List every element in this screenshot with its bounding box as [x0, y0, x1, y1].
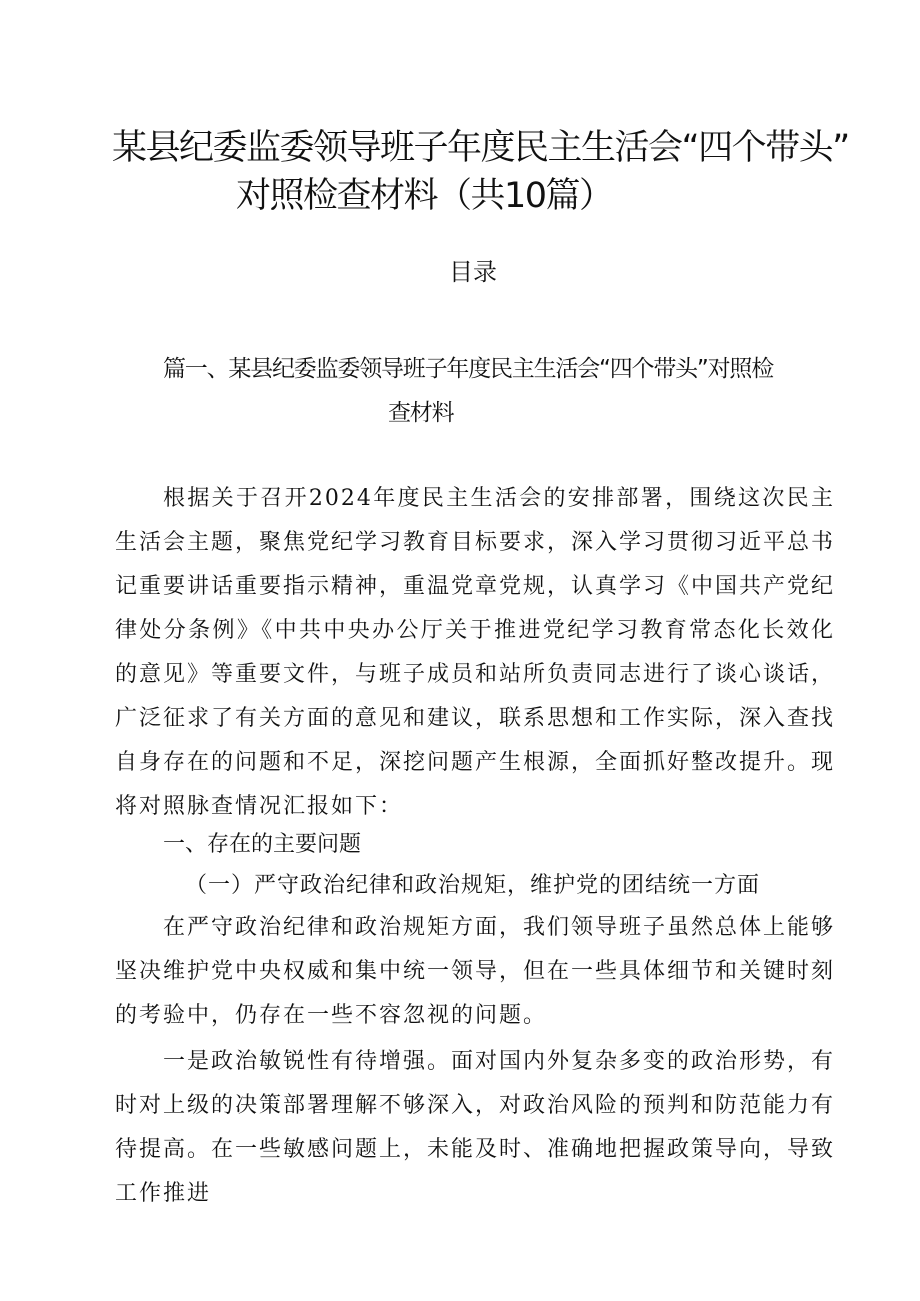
document-title — [112, 124, 852, 220]
section-heading-1: 一、存在的主要问题 — [163, 832, 362, 857]
subsection-heading-1: （一）严守政治纪律和政治规矩，维护党的团结统一方面 — [185, 873, 761, 898]
body-paragraph-2: 在严守政治纪律和政治规矩方面，我们领导班子虽然总体上能够坚决维护党中央权威和集中统一领导，但在一些具体细节和关键时刻的考验中，仍存在一些不容忽视的问题。 — [115, 915, 836, 1028]
toc-entry-line-2: 查材料 — [388, 400, 454, 426]
toc-heading: 目录 — [449, 258, 497, 286]
title-line-1: 某县纪委监委领导班子年度民主生活会“四个带头” — [112, 128, 849, 168]
toc-entry-1 — [163, 347, 853, 435]
title-line-2: 对照检查材料（共10篇） — [236, 176, 613, 216]
body-paragraph-3: 一是政治敏锐性有待增强。面对国内外复杂多变的政治形势，有时对上级的决策部署理解不够深入，对政治风险的预判和防范能力有待提高。在一些敏感问题上，未能及时、准确地把握政策导向，导致工作推进 — [115, 1049, 836, 1206]
toc-entry-line-1: 篇一、某县纪委监委领导班子年度民主生活会“四个带头”对照检 — [163, 356, 774, 382]
intro-paragraph: 根据关于召开2024年度民主生活会的安排部署，围绕这次民主生活会主题，聚焦党纪学习教育目标要求，深入学习贯彻习近平总书记重要讲话重要指示精神，重温党章党规，认真学习《中国共产党纪律处分条例》《中共中央办公厅关于推进党纪学习教育常态化长效化的意见》等重要文件，与班子成员和站所负责同志进行了谈心谈话，广泛征求了有关方面的意见和建议，联系思想和工作实际，深入查找自身存在的问题和不足，深挖问题产生根源，全面抓好整改提升。现将对照脉查情况汇报如下： — [115, 486, 836, 819]
